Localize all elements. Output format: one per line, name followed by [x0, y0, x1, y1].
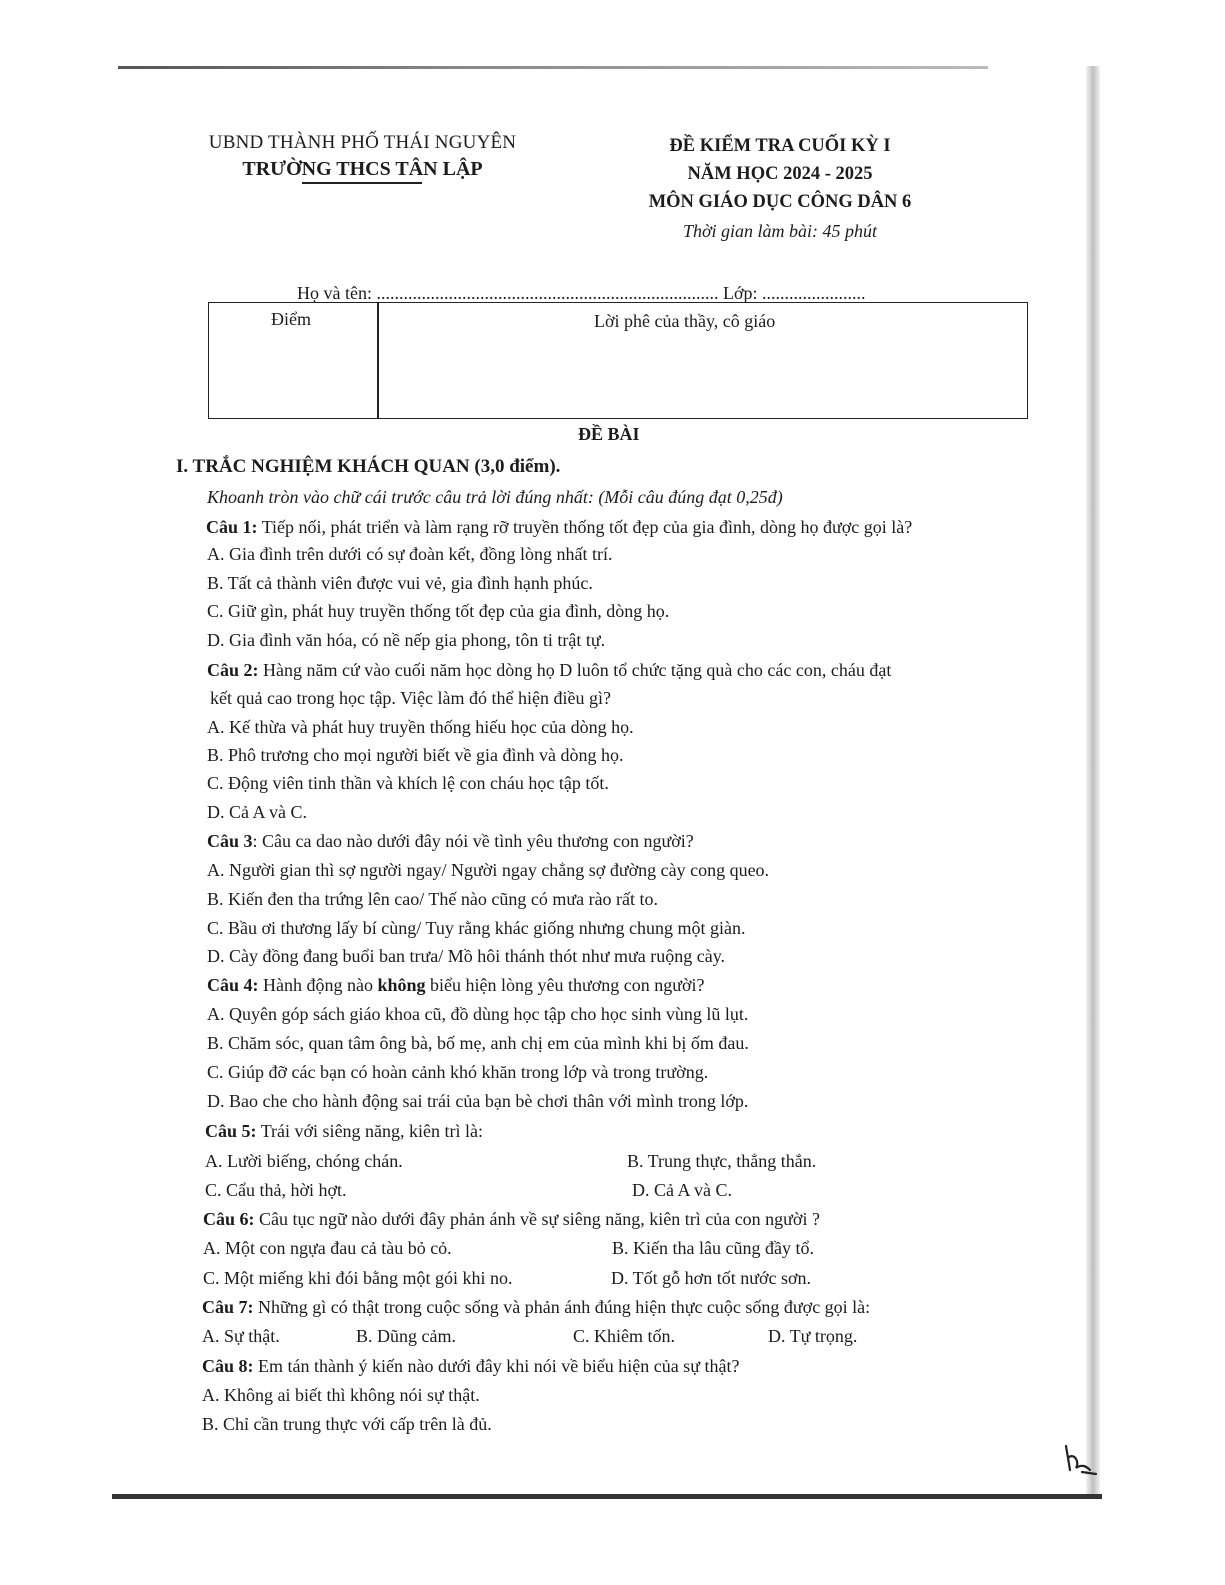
- question-3-option-b: B. Kiến đen tha trứng lên cao/ Thế nào cũng có mưa rào rất to.: [207, 889, 659, 909]
- question-2-text-cont: kết quả cao trong học tập. Việc làm đó thể hiện điều gì?: [210, 688, 611, 708]
- question-text: Tiếp nối, phát triển và làm rạng rỡ truyền thống tốt đẹp của gia đình, dòng họ được gọi là?: [257, 517, 913, 537]
- authority-name: UBND THÀNH PHỐ THÁI NGUYÊN: [208, 132, 517, 153]
- question-4-option-b: B. Chăm sóc, quan tâm ông bà, bố mẹ, anh chị em của mình khi bị ốm đau.: [207, 1033, 749, 1053]
- question-4-option-c: C. Giúp đỡ các bạn có hoàn cảnh khó khăn trong lớp và trong trường.: [207, 1062, 709, 1082]
- section-instruction: Khoanh tròn vào chữ cái trước câu trả lời đúng nhất: (Mỗi câu đúng đạt 0,25đ): [207, 487, 783, 507]
- question-7-option-d: D. Tự trọng.: [768, 1326, 858, 1346]
- question-1-option-d: D. Gia đình văn hóa, có nề nếp gia phong, tôn ti trật tự.: [207, 630, 606, 650]
- question-label: Câu 7:: [202, 1297, 254, 1317]
- question-5-option-c: C. Cẩu thả, hời hợt.: [205, 1180, 347, 1200]
- question-text: : Câu ca dao nào dưới đây nói về tình yêu thương con người?: [252, 831, 694, 851]
- school-name-text: TRƯỜNG THCS TÂN LẬP: [242, 158, 483, 180]
- question-2-option-d: D. Cả A và C.: [207, 802, 308, 822]
- question-3-option-d: D. Cày đồng đang buổi ban trưa/ Mồ hôi thánh thót như mưa ruộng cày.: [207, 946, 726, 966]
- question-text: Câu tục ngữ nào dưới đây phản ánh về sự siêng năng, kiên trì của con người ?: [254, 1209, 820, 1229]
- header-right: [615, 132, 945, 246]
- question-7-option-c: C. Khiêm tốn.: [573, 1326, 675, 1346]
- question-text-pre: Hành động nào: [258, 975, 378, 995]
- question-text: Trái với siêng năng, kiên trì là:: [256, 1121, 484, 1141]
- question-6: [203, 1209, 820, 1230]
- subject-name: MÔN GIÁO DỤC CÔNG DÂN 6: [648, 192, 912, 212]
- question-5: [205, 1121, 483, 1142]
- question-text: biểu hiện lòng yêu thương con người?: [425, 975, 705, 995]
- question-emphasis: không: [377, 975, 426, 995]
- scan-edge-top: [118, 66, 988, 69]
- question-6-option-d: D. Tốt gỗ hơn tốt nước sơn.: [611, 1268, 811, 1288]
- question-label: Câu 2:: [207, 660, 259, 680]
- question-label: Câu 1:: [206, 517, 258, 537]
- question-2-option-c: C. Động viên tinh thần và khích lệ con cháu học tập tốt.: [207, 773, 609, 793]
- question-2-option-a: A. Kế thừa và phát huy truyền thống hiếu học của dòng họ.: [207, 717, 634, 737]
- header-left: [190, 132, 535, 181]
- handwritten-initial-mark: [1060, 1440, 1100, 1480]
- question-8-option-b: B. Chỉ cần trung thực với cấp trên là đủ.: [202, 1414, 492, 1434]
- question-label: Câu 4:: [207, 975, 259, 995]
- school-year: NĂM HỌC 2024 - 2025: [687, 164, 873, 184]
- question-2-option-b: B. Phô trương cho mọi người biết về gia đình và dòng họ.: [207, 745, 624, 765]
- student-name-class-line: Họ và tên: ............................................................................ Lớp: .......................: [297, 283, 866, 303]
- question-6-option-a: A. Một con ngựa đau cả tàu bỏ cỏ.: [203, 1238, 452, 1258]
- question-2: [207, 660, 891, 681]
- question-3-option-a: A. Người gian thì sợ người ngay/ Người ngay chẳng sợ đường cày cong queo.: [207, 860, 770, 880]
- exam-title: ĐỀ KIỂM TRA CUỐI KỲ I: [669, 136, 891, 156]
- question-5-option-b: B. Trung thực, thẳng thắn.: [627, 1151, 817, 1171]
- score-table: [208, 302, 1028, 419]
- teacher-comment-header: Lời phê của thầy, cô giáo: [594, 311, 776, 331]
- question-text: Hàng năm cứ vào cuối năm học dòng họ D luôn tổ chức tặng quà cho các con, cháu đạt: [258, 660, 892, 680]
- question-4: [207, 975, 705, 996]
- question-1-option-c: C. Giữ gìn, phát huy truyền thống tốt đẹp của gia đình, dòng họ.: [207, 601, 670, 621]
- question-7: [202, 1297, 870, 1318]
- question-4-option-d: D. Bao che cho hành động sai trái của bạn bè chơi thân với mình trong lớp.: [207, 1091, 749, 1111]
- question-8: [202, 1356, 739, 1377]
- question-6-option-b: B. Kiến tha lâu cũng đầy tổ.: [612, 1238, 814, 1258]
- scan-edge-right: [1086, 66, 1100, 1496]
- question-label: Câu 8:: [202, 1356, 254, 1376]
- question-7-option-a: A. Sự thật.: [202, 1326, 280, 1346]
- scan-edge-bottom: [112, 1494, 1102, 1499]
- question-1: [206, 517, 912, 538]
- section-title: I. TRẮC NGHIỆM KHÁCH QUAN (3,0 điểm).: [176, 456, 561, 477]
- school-underline: [302, 182, 422, 184]
- question-7-option-b: B. Dũng cảm.: [356, 1326, 456, 1346]
- question-1-option-a: A. Gia đình trên dưới có sự đoàn kết, đồng lòng nhất trí.: [207, 544, 613, 564]
- score-table-divider: [377, 303, 379, 418]
- question-6-option-c: C. Một miếng khi đói bằng một gói khi no.: [203, 1268, 513, 1288]
- school-name: [242, 158, 482, 181]
- question-5-option-d: D. Cả A và C.: [632, 1180, 733, 1200]
- exam-heading: ĐỀ BÀI: [578, 424, 640, 444]
- question-label: Câu 6:: [203, 1209, 255, 1229]
- question-label: Câu 3: [207, 831, 253, 851]
- question-1-option-b: B. Tất cả thành viên được vui vẻ, gia đình hạnh phúc.: [207, 573, 593, 593]
- score-column-header: Điểm: [271, 309, 311, 329]
- question-text: Những gì có thật trong cuộc sống và phản ánh đúng hiện thực cuộc sống được gọi là:: [253, 1297, 871, 1317]
- question-3: [207, 831, 694, 852]
- exam-duration: Thời gian làm bài: 45 phút: [682, 221, 878, 241]
- question-text: Em tán thành ý kiến nào dưới đây khi nói về biểu hiện của sự thật?: [253, 1356, 740, 1376]
- question-5-option-a: A. Lười biếng, chóng chán.: [205, 1151, 403, 1171]
- question-4-option-a: A. Quyên góp sách giáo khoa cũ, đồ dùng học tập cho học sinh vùng lũ lụt.: [207, 1004, 749, 1024]
- question-3-option-c: C. Bầu ơi thương lấy bí cùng/ Tuy rằng khác giống nhưng chung một giàn.: [207, 918, 746, 938]
- question-8-option-a: A. Không ai biết thì không nói sự thật.: [202, 1385, 480, 1405]
- question-label: Câu 5:: [205, 1121, 257, 1141]
